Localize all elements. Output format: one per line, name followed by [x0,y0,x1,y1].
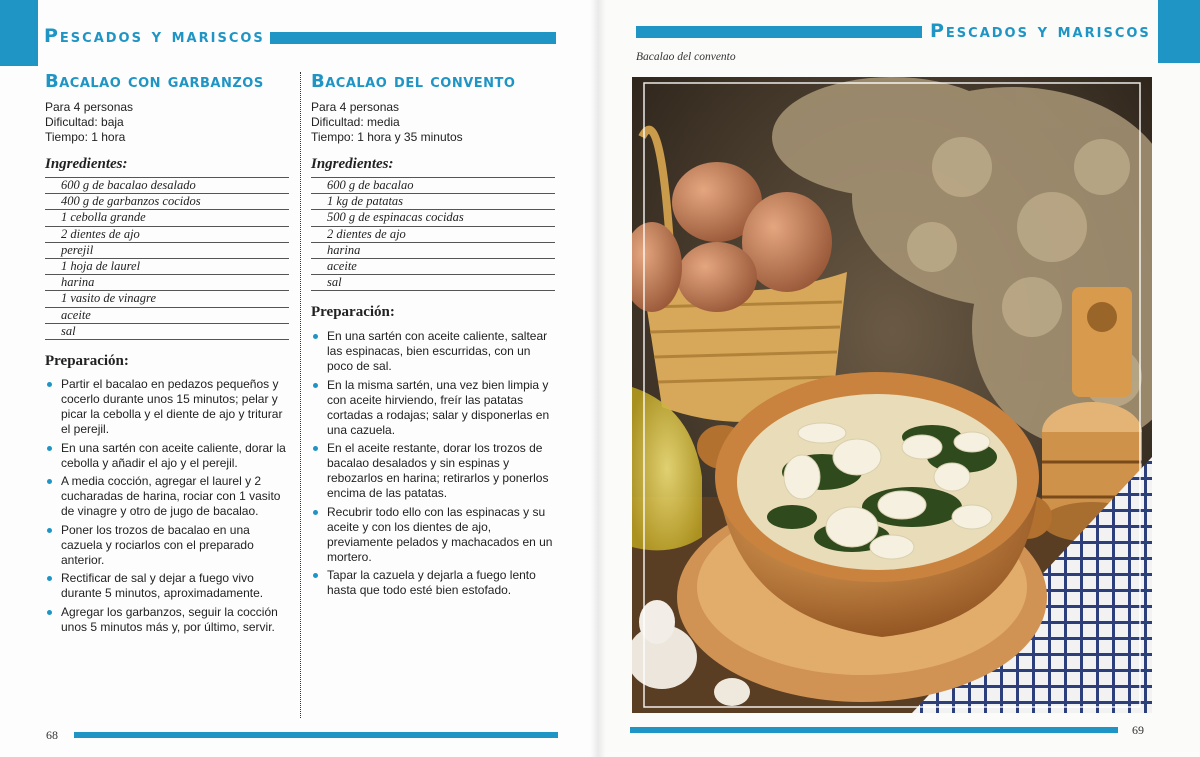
step-item [45,571,293,601]
ingredient-item: 2 dientes de ajo [311,227,555,243]
step-item [311,441,559,501]
step-text: Poner los trozos de bacalao en una cazuela y rociarlos con el preparado anterior. [61,522,254,567]
step-item [311,378,559,438]
step-text: Rectificar de sal y dejar a fuego vivo durante 5 minutos, aproximadamente. [61,571,264,600]
ingredient-item: harina [45,275,289,291]
ingredient-item: sal [45,324,289,340]
bullet-icon [47,528,52,533]
ingredient-item: 400 g de garbanzos cocidos [45,194,289,210]
preparation-heading: Preparación: [311,304,395,320]
corner-tab-left [0,0,38,66]
step-item [311,505,559,565]
ingredient-item: 1 vasito de vinagre [45,291,289,307]
bullet-icon [313,446,318,451]
section-title-right: Pescados y mariscos [930,20,1151,42]
ingredient-item: 500 g de espinacas cocidas [311,210,555,226]
ingredient-item: 2 dientes de ajo [45,227,289,243]
ingredient-item: perejil [45,243,289,259]
page-number-left: 68 [46,728,58,742]
recipe-photo [632,77,1152,713]
book-spine [590,0,606,757]
bullet-icon [47,446,52,451]
column-divider [300,72,301,718]
ingredients-heading: Ingredientes: [311,156,394,172]
difficulty: Dificultad: media [311,115,400,129]
step-item [45,441,293,471]
step-text: A media cocción, agregar el laurel y 2 cucharadas de harina, rociar con 1 vasito de vinagre y otro de jugo de bacalao. [61,474,281,518]
step-text: En una sartén con aceite caliente, dorar la cebolla y añadir el ajo y el perejil. [61,440,286,470]
ingredients-heading: Ingredientes: [45,156,128,172]
bacalao-dish-illustration [632,77,1152,713]
recipe-title: Bacalao con garbanzos [45,71,264,92]
recipe-meta [311,100,463,145]
ingredient-item: 600 g de bacalao desalado [45,178,289,194]
time: Tiempo: 1 hora [45,130,126,144]
step-text: Agregar los garbanzos, seguir la cocción unos 5 minutos más y, por último, servir. [61,604,278,634]
step-text: Partir el bacalao en pedazos pequeños y cocerlo durante unos 15 minutos; pelar y picar la cebolla y el diente de ajo y triturar el perejil. [61,377,283,436]
servings: Para 4 personas [311,100,400,114]
bullet-icon [313,334,318,339]
step-item [311,329,559,374]
section-title-left: Pescados y mariscos [44,25,265,47]
step-item [45,523,293,568]
servings: Para 4 personas [45,100,134,114]
step-text: Tapar la cazuela y dejarla a fuego lento hasta que todo esté bien estofado. [327,568,536,597]
ingredients-list [311,177,555,291]
bullet-icon [313,573,318,578]
preparation-steps [311,329,559,602]
ingredient-item: harina [311,243,555,259]
corner-tab-right [1158,0,1200,63]
ingredient-item: 1 kg de patatas [311,194,555,210]
header-bar-right [636,26,922,38]
photo-caption: Bacalao del convento [636,51,736,63]
ingredients-list [45,177,289,340]
ingredient-item: sal [311,275,555,291]
bullet-icon [313,510,318,515]
difficulty: Dificultad: baja [45,115,124,129]
preparation-heading: Preparación: [45,353,129,369]
ingredient-item: aceite [45,308,289,324]
ingredient-item: 1 hoja de laurel [45,259,289,275]
header-bar-left [270,32,556,44]
bullet-icon [47,479,52,484]
step-text: En una sartén con aceite caliente, saltear las espinacas, bien escurridas, con un poco de sal. [327,329,548,373]
page-number-right: 69 [1132,723,1144,737]
bullet-icon [47,610,52,615]
bullet-icon [313,383,318,388]
footer-bar-right [630,727,1118,733]
step-item [45,474,293,519]
bullet-icon [47,576,52,581]
step-text: Recubrir todo ello con las espinacas y su aceite y con los dientes de ajo, previamente pelados y machacados en un mortero. [327,504,553,564]
step-item [45,605,293,635]
recipe-meta [45,100,133,145]
step-item [45,377,293,437]
ingredient-item: aceite [311,259,555,275]
ingredient-item: 1 cebolla grande [45,210,289,226]
bullet-icon [47,382,52,387]
step-text: En la misma sartén, una vez bien limpia y con aceite hirviendo, freír las patatas cortadas a rodajas; salar y disponerlas en una cazuela. [327,377,550,437]
step-text: En el aceite restante, dorar los trozos de bacalao desalados y sin espinas y rebozarlos en harina; retirarlos y ponerlos encima de las patatas. [327,441,549,500]
ingredient-item: 600 g de bacalao [311,178,555,194]
step-item [311,568,559,598]
preparation-steps [45,377,293,638]
time: Tiempo: 1 hora y 35 minutos [311,130,463,144]
recipe-title: Bacalao del convento [311,71,516,92]
footer-bar-left [74,732,558,738]
